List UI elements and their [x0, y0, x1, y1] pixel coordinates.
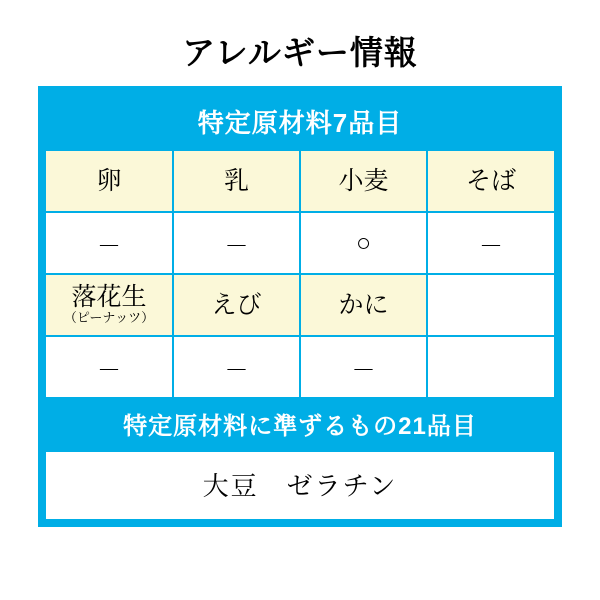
allergen-value: － — [97, 232, 121, 260]
allergen-name-ruby: （ピーナッツ） — [63, 310, 155, 326]
allergen-header-cell — [300, 274, 427, 336]
allergen-header-cell — [173, 151, 300, 212]
equivalent-ingredients-list: 大豆 ゼラチン — [46, 452, 554, 519]
allergen-table-group-1 — [46, 151, 554, 397]
allergen-header-cell — [300, 151, 427, 212]
allergen-value-cell — [46, 336, 173, 397]
allergen-value-cell — [173, 336, 300, 397]
allergen-value: － — [224, 232, 249, 260]
allergen-value-cell — [427, 212, 554, 274]
band-specified-ingredients-7: 特定原材料7品目 — [46, 94, 554, 151]
allergen-value-cell — [173, 212, 300, 274]
allergen-value: － — [351, 356, 376, 384]
allergen-header-cell — [427, 151, 554, 212]
band-equivalent-ingredients-21: 特定原材料に準ずるもの21品目 — [46, 397, 554, 452]
allergen-name: えび — [211, 290, 262, 319]
allergen-header-cell — [46, 274, 173, 336]
allergen-name: 落花生 — [71, 283, 147, 312]
allergen-value: ○ — [355, 228, 372, 257]
empty-cell — [427, 336, 554, 397]
page-title: アレルギー情報 — [182, 34, 418, 71]
table-row — [46, 274, 554, 336]
empty-cell — [427, 274, 554, 336]
allergen-value-cell — [300, 212, 427, 274]
allergen-name: 乳 — [223, 166, 249, 195]
allergy-card — [38, 86, 562, 527]
allergen-value: － — [97, 356, 121, 384]
allergen-value: － — [479, 232, 503, 260]
table-row — [46, 151, 554, 212]
allergen-header-cell — [173, 274, 300, 336]
allergen-name: かに — [338, 290, 389, 319]
table-row — [46, 336, 554, 397]
allergen-value: － — [224, 356, 249, 384]
allergen-header-cell — [46, 151, 173, 212]
allergen-name: そば — [465, 166, 516, 195]
allergen-value-cell — [46, 212, 173, 274]
table-row — [46, 212, 554, 274]
allergen-name: 卵 — [96, 166, 122, 195]
allergen-value-cell — [300, 336, 427, 397]
allergen-name: 小麦 — [338, 166, 389, 195]
